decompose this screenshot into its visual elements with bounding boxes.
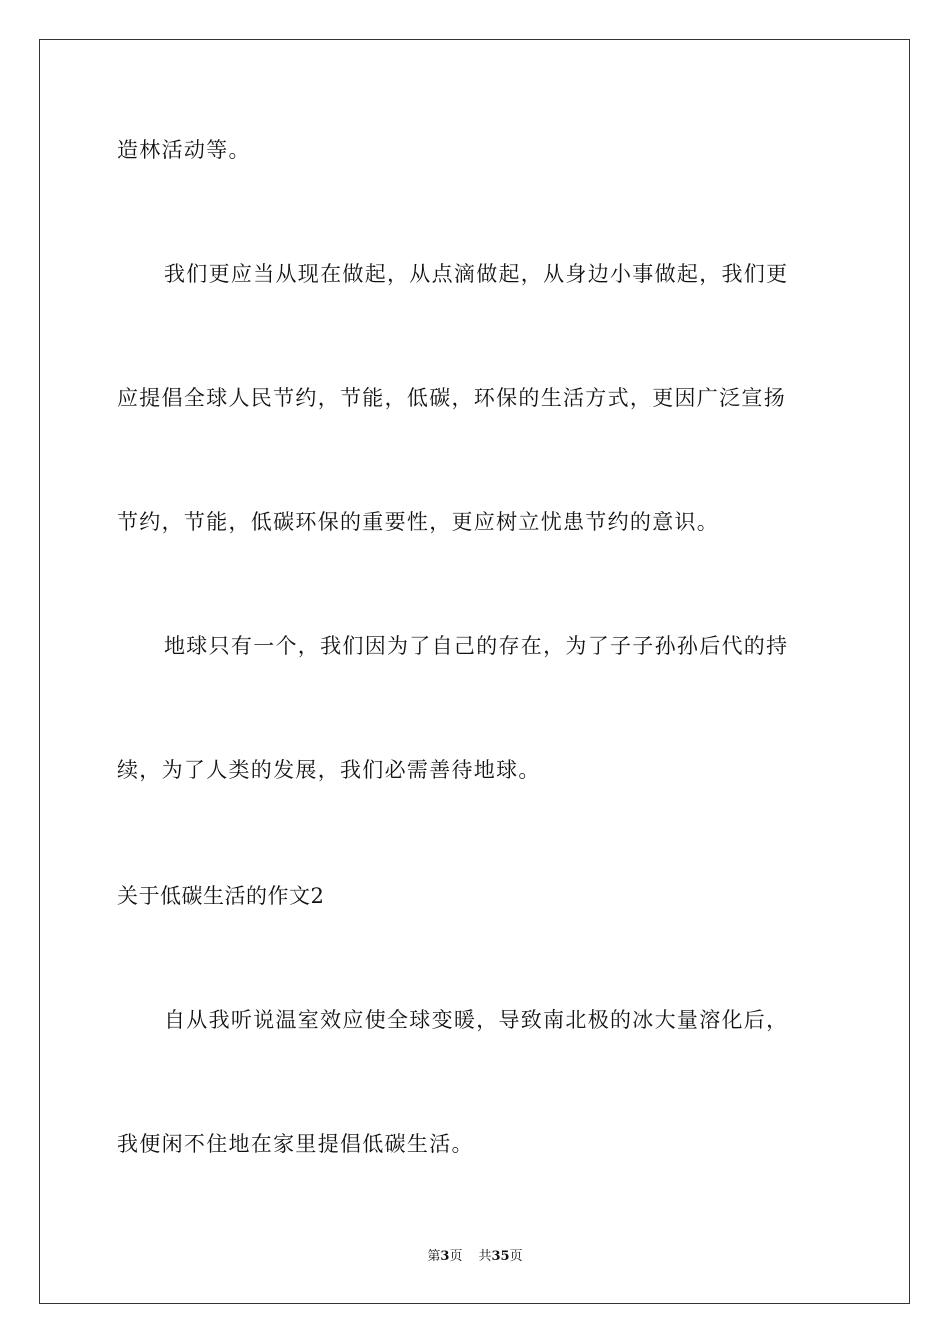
paragraph-line: 我们更应当从现在做起，从点滴做起，从身边小事做起，我们更 — [164, 262, 789, 286]
page-border — [39, 39, 910, 1304]
paragraph-line: 我便闲不住地在家里提倡低碳生活。 — [117, 1132, 474, 1156]
section-heading: 关于低碳生活的作文2 — [117, 884, 325, 908]
total-prefix: 共 — [478, 1249, 492, 1264]
page-number: 3 — [440, 1249, 450, 1264]
paragraph-line: 续，为了人类的发展，我们必需善待地球。 — [117, 758, 541, 782]
paragraph-line: 节约，节能，低碳环保的重要性，更应树立忧患节约的意识。 — [117, 510, 720, 534]
page-suffix: 页 — [449, 1249, 463, 1264]
paragraph-line: 自从我听说温室效应使全球变暖，导致南北极的冰大量溶化后， — [164, 1008, 789, 1032]
paragraph-line: 地球只有一个，我们因为了自己的存在，为了子子孙孙后代的持 — [164, 634, 789, 658]
page-footer — [0, 1248, 950, 1266]
total-suffix: 页 — [509, 1249, 523, 1264]
paragraph-line: 应提倡全球人民节约，节能，低碳，环保的生活方式，更因广泛宣扬 — [117, 386, 786, 410]
paragraph-line: 造林活动等。 — [117, 138, 251, 162]
page-prefix: 第 — [427, 1249, 441, 1264]
total-pages: 35 — [491, 1249, 510, 1264]
